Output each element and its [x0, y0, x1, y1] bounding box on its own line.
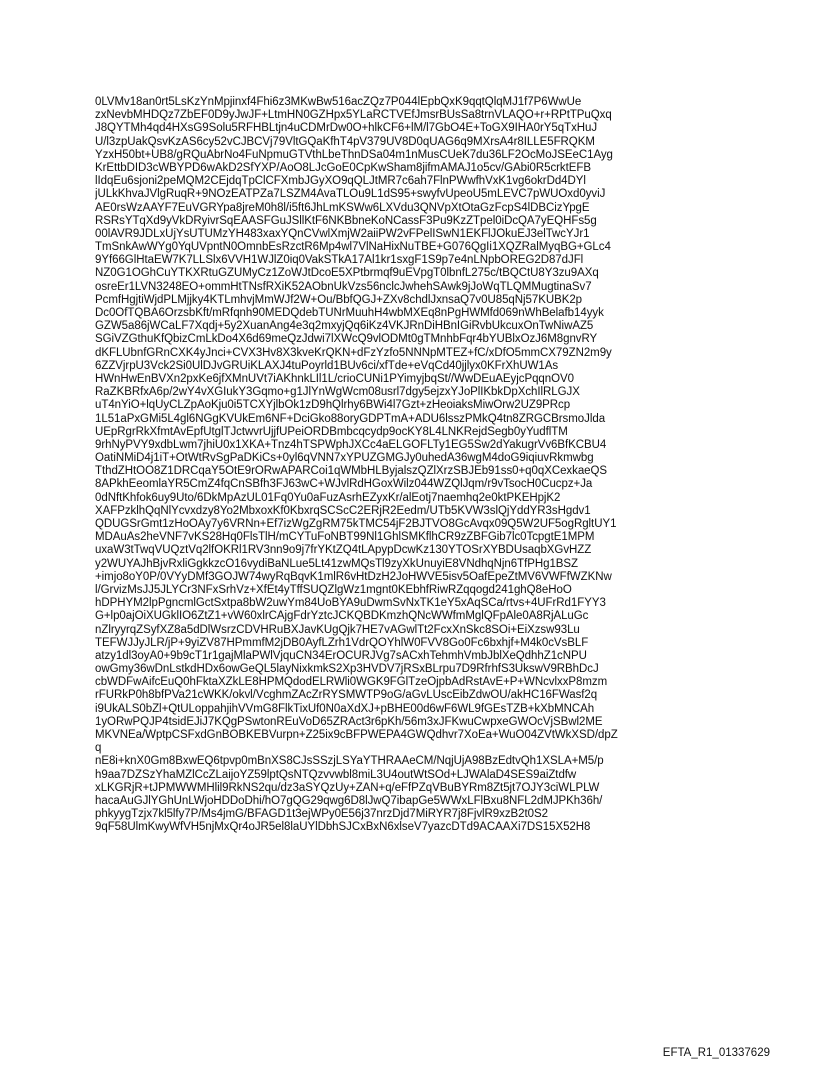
text-line: SGiVZGthuKfQbizCmLkDo4X6d69meQzJdwi7lXWcQ9vlODMt0gTMnhbFqr4bYUBlxOzJ6M8gnvRY	[95, 333, 598, 346]
text-line: atzy1dl3oyA0+9b9cT1r1gajMlaPWlVjquCN34ErOCURJVg7sACxhTehmhVmbJblXeQdhhZ1cNPU	[95, 649, 587, 662]
text-line: PcmfHgjtiWjdPLMjjky4KTLmhvjMmWJf2W+Ou/BbfQGJ+ZXv8chdlJxnsaQ7v0U85qNj57KUBK2p	[95, 293, 583, 306]
text-line: i9UkALS0bZl+QtULoppahjihVVmG8FlkTixUf0N0aXdXJ+pBHE00d6wF6WL9fGEsTZB+kXbMNCAh	[95, 702, 595, 715]
text-line: HWnHwEnBVXn2pxKe6jfXMnUVt7iAKhnkLIl1L/crioCUNi1PYimyjbqSt//WwDEuAEyjcPqqnOV0	[95, 372, 574, 385]
text-line: TmSnkAwWYg0YqUVpntN0OmnbEsRzctR6Mp4wl7VlNaHixNuTBE+G076QgIi1XQZRalMyqBG+GLc4	[95, 241, 611, 254]
text-line: NZ0G1OGhCuYTKXRtuGZUMyCz1ZoWJtDcoE5XPtbrmqf9uEVpgT0lbnfL275c/tBQCtU8Y3zu9AXq	[95, 267, 599, 280]
text-line: RSRsYTqXd9yVkDRyivrSqEAASFGuJSllKtF6NKBbneKoNCassF3Pu9KzZTpel0iDcQA7yEQHFs5g	[95, 214, 597, 227]
text-line: nE8i+knX0Gm8BxwEQ6tpvp0mBnXS8CJsSSzjLSYaYTHRAAeCM/NqjUjA98BzEdtvQh1XSLA+M5/p	[95, 755, 604, 768]
text-line: GZW5a86jWCaLF7Xqdj+5y2XuanAng4e3q2mxyjQq6iKz4VKJRnDiHBnIGiRvbUkcuxOnTwNiwAZ5	[95, 320, 594, 333]
text-line: RaZKBRfxA6p/2wY4vXGIukY3Gqmo+g1JlYnWgWcm08usrl7dgy5ejzxYJoPlIKbkDpXchIlRLGJX	[95, 386, 580, 399]
text-line: TthdZHtOO8Z1DRCqaY5OtE9rORwAPARCoi1qWMbHLByjalszQZlXrzSBJEb91ss0+q0qXCexkaeQS	[95, 465, 608, 478]
text-line: y2WUYAJhBjvRxliGgkkzcO16vydiBaNLue5Lt41zwMQsTl9zyXkUnuyiE8VNdhqNjn6TfPHg1BSZ	[95, 557, 579, 570]
text-line: 6ZZVjrpU3Vck2Si0UlDJvGRUiKLAXJ4tuPoyrld1BUv6ci/xfTde+eVqCd40jjlyx0KFrXhUW1As	[95, 359, 559, 372]
text-line: OatiNMiD4j1iT+OtWtRvSgPaDKiCs+0yl6qVNN7xYPUZGMGJy0uhedA36wgM4doG9iqiuvRkmwbg	[95, 452, 594, 465]
text-line: KrEttbDID3cWBYPD6wAkD2SfYXP/AoO8LJcGoE0CpKwSham8jifmAMAJ1o5cv/GAbi0R5crktEFB	[95, 161, 591, 174]
text-line: rFURkP0h8bfPVa21cWKK/okvl/VcghmZAcZrRYSMWTP9oG/aGvLUscEibZdwOU/akHC16FWasf2q	[95, 689, 598, 702]
text-line: QDUGSrGmt1zHoOAy7y6VRNn+Ef7izWgZgRM75kTMC54jF2BJTVO8GcAvqx09Q5W2UF5ogRgltUY1	[95, 518, 617, 530]
text-line: cbWDFwAifcEuQ0hFktaXZkLE8HPMQdodELRWli0WGK9FGlTzeOjpbAdRstAvE+P+WNcvlxxP8mzm	[95, 676, 608, 689]
text-line: J8QYTMh4qd4HXsG9Solu5RFHBLtjn4uCDMrDw0O+hlkCF6+lM/l7GbO4E+ToGX9IHA0rY5qTxHuJ	[95, 122, 598, 135]
text-line: hacaAuGJlYGhUnLWjoHDDoDhi/hO7gQG29qwg6D8lJwQ7ibapGe5WWxLFlBxu8NFL2dMJPKh36h/	[95, 794, 603, 807]
text-line: 9rhNyPVY9xdbLwm7jhiU0x1XKA+Tnz4hTSPWphJXCc4aELGOFLTy1EG5Sw2dYakugrVv6BfKCBU4	[95, 438, 607, 451]
text-line: U/l3zpUakQsvKzAS6cy52vCJBCVj79VltGQaKfhT4pV379UV8D0qUAG6q9MXrsA4r8ILLE5FRQKM	[95, 135, 595, 148]
text-line: l/GrvizMsJJ5JLYCr3NFxSrhVz+XfEt4yTffSUQZlgWz1mgnt0KEbhfRiwRZqqogd241ghQ8eHoO	[95, 583, 572, 596]
text-line: 00lAVR9JDLxUjYsUTUMzYH483xaxYQnCVwlXmjW2aiiPW2vFPelISwN1EKFlJOkuEJ3elTwcYJr1	[95, 227, 590, 240]
text-line: dKFLUbnfGRnCXK4yJnci+CVX3Hv8X3kveKrQKN+dFzYzfo5NNNpMTEZ+fC/xDfO5mmCX79ZN2m9y	[95, 346, 612, 359]
text-line: UEpRgrRkXfmtAvEpfUtglTJctwvrUjjfUPeiORDBmbcqcydp9ocKY8L4LNKRejdSegb0yYudflTM	[95, 425, 568, 438]
text-line: MKVNEa/WptpCSFxdGnBOBKEBVurpn+Z25ix9cBFPWEPA4GWQdhvr7XoEa+WuO04ZVtWkXSD/dpZ	[95, 729, 618, 741]
text-line: 1L51aPxGMi5L4gl6NGgKVUkEm6NF+DciGko88oryGDPTmA+ADU6lsszPMkQ4tn8ZRGCBrsmoJlda	[95, 412, 606, 425]
text-line: +imjo8oY0P/0VYyDMf3GOJW74wyRqBqvK1mlR6vHtDzH2JoHWVE5isv5OafEpeZtMV6VWFfWZKNw	[95, 570, 612, 583]
encoded-text-block	[95, 96, 735, 835]
text-line: AE0rsWzAAYF7EuVGRYpa8jreM0h8l/i5ft6JhLmKSWw6LXVdu3QNVpXtOtaGzFcpS4lDBCizYpgE	[95, 201, 590, 214]
text-line: uT4nYiO+lqUyCLZpAoKju0i5TCXYjlbOk1zD9hQlrhy6BWi4l7Gzt+zHeoiaksMiwOrw2UZ9PRcp	[95, 399, 571, 412]
text-line: 1yORwPQJP4tsidEJiJ7KQgPSwtonREuVoD65ZRAct3r6pKh/56m3xJFKwuCwpxeGWOcVjSBwl2ME	[95, 715, 603, 728]
text-line: xLKGRjR+tJPMWWMHlil9RkNS2qu/dz3aSYQzUy+ZAN+q/eFfPZqVBuBYRm8Zt5jt7OJY3ciWLPLW	[95, 781, 600, 794]
text-line: Dc0OfTQBA6OrzsbKft/mRfqnh90MEDQdebTUNrMuuhH4wbMXEq8nPgHWMfd069nWhBelafb14yyk	[95, 307, 604, 319]
text-line: jULkKhvaJVlgRuqR+9NOzEATPZa7LSZM4AvaTLOu9L1dS95+swyfvUpeoU5mLEVC7pWUOxd0yviJ	[95, 188, 606, 201]
text-line: XAFPzklhQqNlYcvxdzy8Yo2MbxoxKf0KbxrqSCScC2ERjR2Eedm/UTb5KVW3slQjYddYR3sHgdv1	[95, 504, 591, 517]
text-line: G+lp0ajOiXUGklIO6ZtZ1+vW60xlrCAjgFdrYztcJCKQBDKmzhQNcWWfmMglQFpAle0A8RjALuGc	[95, 610, 589, 623]
text-line: h9aa7DZSzYhaMZlCcZLaijoYZ59lptQsNTQzvvwbl8miL3U4outWtSOd+LJWAlaD4SES9aiZtdfw	[95, 768, 577, 781]
text-line: nZlryyrqZSyfXZ8a5dDlWsrzCDVHRuBXJavKUgQjk7HE7vAGwlTt2FcxXnSkc8SOi+EiXzsw93Lu	[95, 623, 580, 636]
text-line: 9Yf66GlHtaEW7K7LLSlx6VVH1WJlZ0iq0VakSTkA17Al1kr1sxgF1S9p7e4nLNpbOREG2D87dJFl	[95, 254, 584, 267]
text-line: hDPHYM2lpPgncmlGctSxtpa8bW2uwYm84UoBYA9uDwmSvNxTK1eY5xAqSCa/rtvs+4UFrRd1FYY3	[95, 597, 606, 610]
text-line: uxaW3tTwqVUQztVq2lfOKRl1RV3nn9o9j7frYKtZQ4tLApypDcwKz130YTOSrXYBDUsaqbXGvHZZ	[95, 544, 592, 557]
text-line: 0LVMv18an0rt5LsKzYnMpjinxf4Fhi6z3MKwBw516acZQz7P044lEpbQxK9qqtQlqMJ1f7P6WwUe	[95, 96, 582, 108]
text-line: owGmy36wDnLstkdHDx6owGeQL5layNixkmkS2Xp3HVDV7jRSxBLrpu7D9RfrhfS3UkswV9RBhDcJ	[95, 663, 599, 676]
text-line: YzxH50bt+UB8/gRQuAbrNo4FuNpmuGTVthLbeThnDSa04m1nMusCUeK7du36LF2OcMoJSEeC1Ayg	[95, 148, 613, 161]
text-line: MDAuAs2heVNF7vKS28Hq0FlsTlH/mCYTuFoNBT99Nl1GhlSMKflhCR9zZBFGib7lc0TcpgtE1MPM	[95, 531, 595, 544]
text-line: q	[95, 742, 102, 755]
text-line: zxNevbMHDQz7ZbEF0D9yJwJF+LtmHN0GZHpx5YLaRCTVEfJmsrBUsSa8trnVLAQO+r+RPtTPuQxq	[95, 109, 612, 122]
text-line: osreEr1LVN3248EO+ommHtTNsfRXiK52AObnUkVzs56nclcJwhehSAwk9jJoWqTLQMMugtinaSv7	[95, 280, 592, 293]
text-line: 8APkhEeomlaYR5CmZ4fqCnSBfh3FJ63wC+WJvlRdHGoxWilz044WZQlJqm/r9vTsocH0Cucpz+Ja	[95, 478, 593, 491]
text-line: 9qF58UlmKwyWfVH5njMxQr4oJR5el8laUYlDbhSJCxBxN6xlseV7yazcDTd9ACAAXi7DS15X52H8	[95, 821, 591, 834]
text-line: phkyygTzjx7kl5lfy7P/Ms4jmG/BFAGD1t3ejWPy0E56j37nrzDjd7MiRYR7j8FjvlR9xzB2t0S2	[95, 808, 548, 821]
text-line: TEFWJJyJLR/jP+9yiZV87HPmmfM2jDB0AyfLZrh1VdrQOYhlW0FVV8Go0Fc6bxhjf+M4k0cVsBLF	[95, 636, 589, 649]
text-line: 0dNftKhfok6uy9Uto/6DkMpAzUL01Fq0Yu0aFuzAsrhEZyxKr/alEotj7naemhq2e0ktPKEHpjK2	[95, 491, 561, 504]
document-id-label: EFTA_R1_01337629	[662, 1047, 770, 1059]
text-line: lIdqEu6sjoni2peMQM2CEjdqTpClCFXmbJGyXO9qQLJtMR7c6ah7FlnPWwfhVxK1vg6okrDd4DYl	[95, 175, 586, 188]
